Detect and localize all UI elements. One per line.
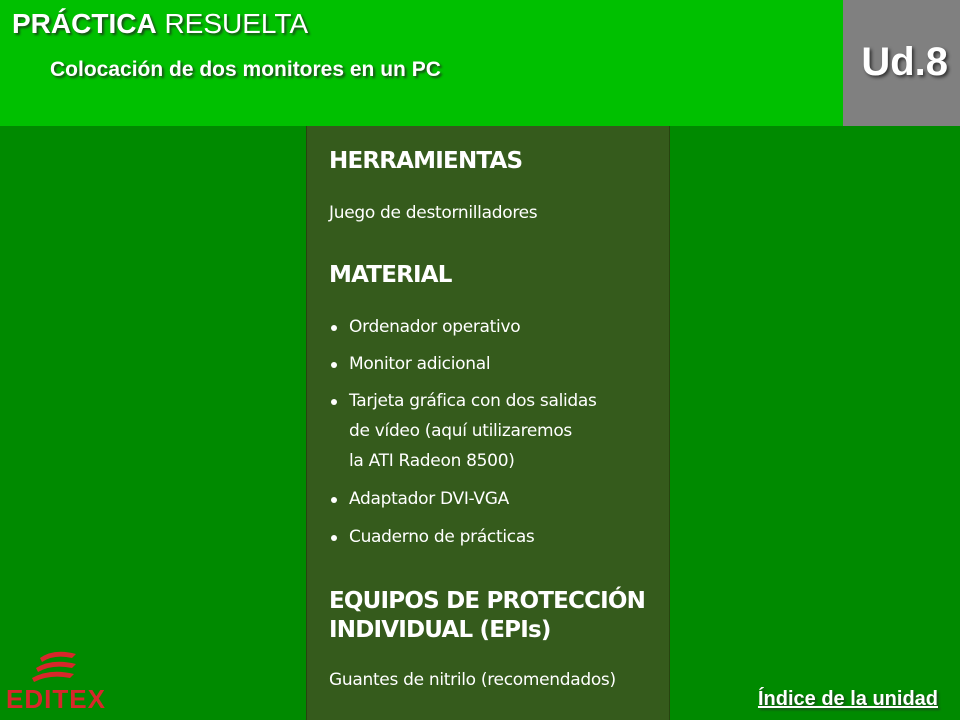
header-bar <box>0 0 843 126</box>
bullet-icon <box>331 497 337 503</box>
title-bold: PRÁCTICA <box>12 8 157 39</box>
title-rest: RESUELTA <box>164 8 309 39</box>
epi-text: Guantes de nitrilo (recomendados) <box>329 670 616 690</box>
list-item: Monitor adicional <box>329 349 490 379</box>
unit-label: Ud.8 <box>861 40 948 84</box>
list-item: Tarjeta gráfica con dos salidas de vídeo (aquí utilizaremos la ATI Radeon 8500) <box>329 386 597 476</box>
list-item: Cuaderno de prácticas <box>329 522 535 552</box>
unit-index-link[interactable]: Índice de la unidad <box>757 688 938 710</box>
content-panel <box>306 126 670 720</box>
bullet-icon <box>331 325 337 331</box>
tools-heading: HERRAMIENTAS <box>329 148 523 174</box>
bullet-icon <box>331 399 337 405</box>
list-item: Ordenador operativo <box>329 312 520 342</box>
page-title <box>12 8 308 40</box>
tools-text: Juego de destornilladores <box>329 203 538 223</box>
bullet-icon <box>331 535 337 541</box>
list-item: Adaptador DVI-VGA <box>329 484 509 514</box>
material-heading: MATERIAL <box>329 262 452 288</box>
editex-logo-text: EDITEX <box>6 684 106 714</box>
epi-heading-line2: INDIVIDUAL (EPIs) <box>329 617 551 643</box>
unit-badge <box>843 0 960 126</box>
bullet-icon <box>331 362 337 368</box>
page-subtitle: Colocación de dos monitores en un PC <box>50 58 441 81</box>
epi-heading-line1: EQUIPOS DE PROTECCIÓN <box>329 588 646 614</box>
